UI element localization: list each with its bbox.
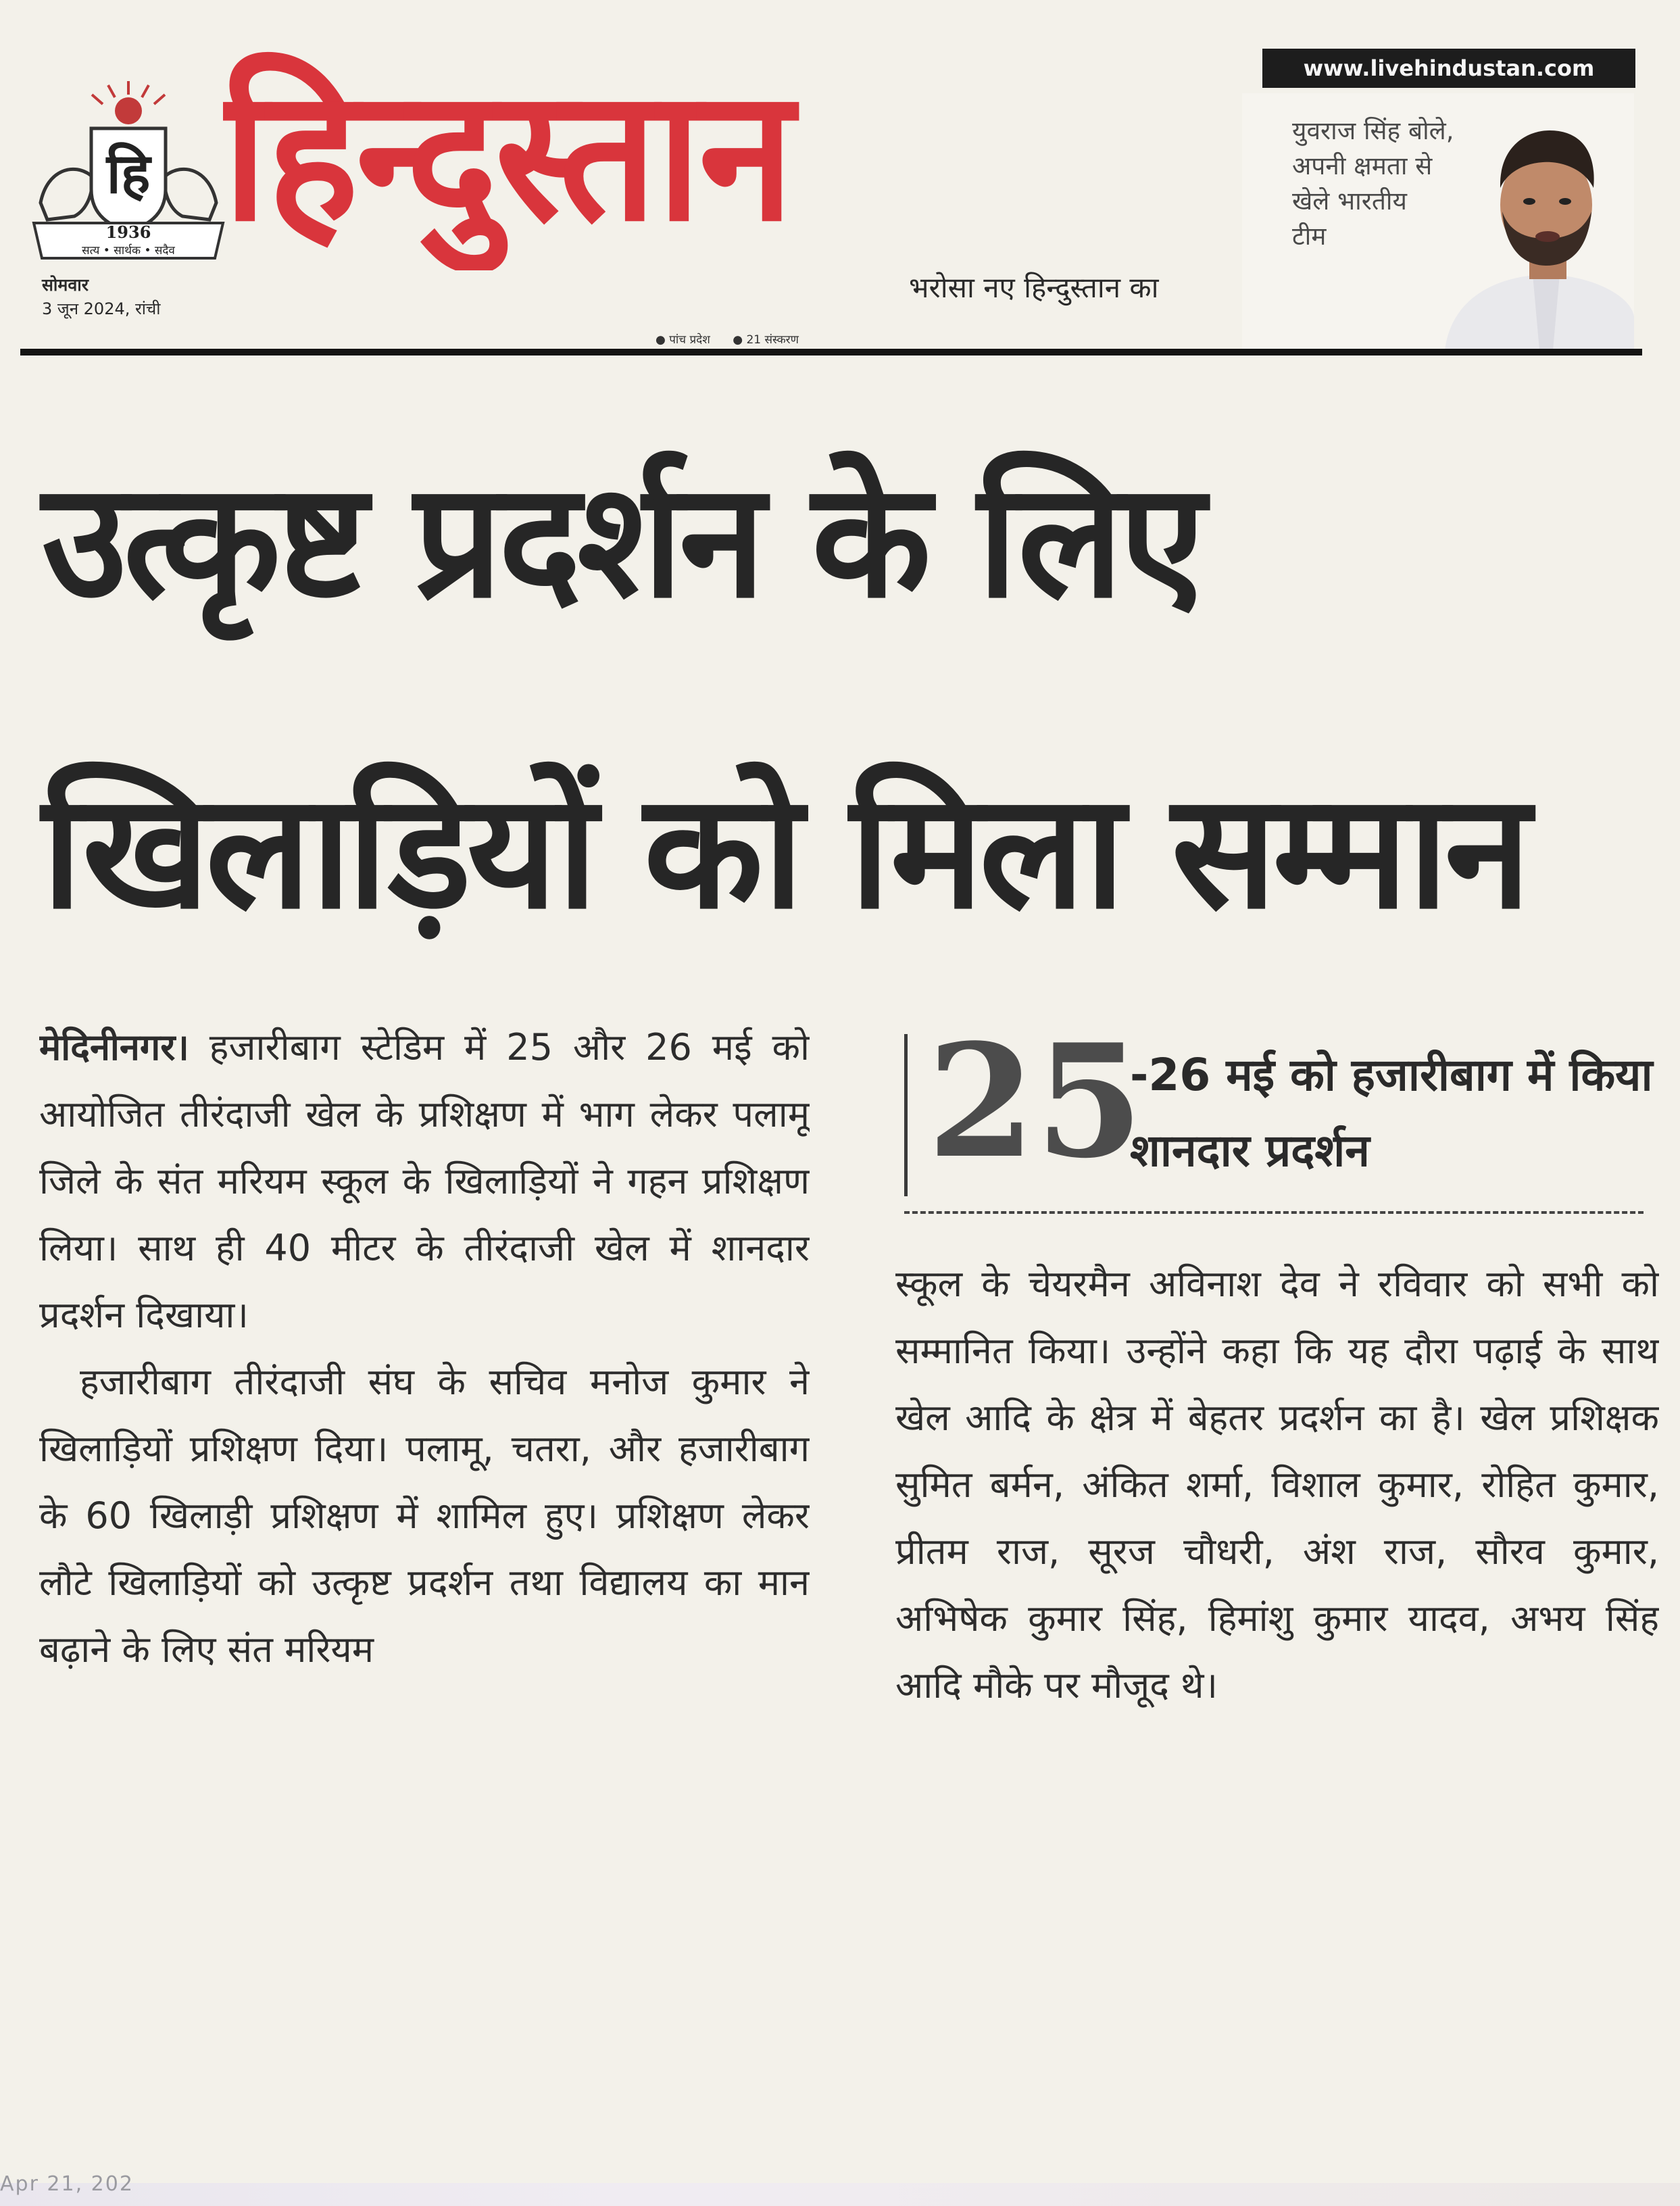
pullquote-bar bbox=[904, 1034, 908, 1196]
headline-line-2: खिलाड़ियों को मिला सम्मान bbox=[42, 760, 1527, 944]
emblem-motto: सत्य • सार्थक • सदैव bbox=[82, 244, 175, 258]
emblem-year: 1936 bbox=[105, 222, 151, 242]
issue-date: 3 जून 2024, रांची bbox=[42, 299, 161, 318]
emblem-glyph: हि bbox=[106, 142, 151, 206]
newspaper-title: हिन्दुस्तान bbox=[223, 49, 792, 262]
edition-states: ● पांच प्रदेश bbox=[656, 333, 710, 347]
pullquote-number: 25 bbox=[927, 1010, 1144, 1193]
headline-line-1: उत्कृष्ट प्रदर्शन के लिए bbox=[42, 449, 1202, 633]
masthead-divider bbox=[20, 349, 1642, 356]
article-column-left bbox=[39, 1014, 810, 2183]
issue-day: सोमवार bbox=[42, 275, 89, 295]
promo-headline[interactable]: युवराज सिंह बोले, अपनी क्षमता से खेले भारतीय टीम bbox=[1292, 116, 1454, 251]
photo-date-stamp: Apr 21, 202 bbox=[0, 2172, 134, 2196]
pullquote-rule bbox=[904, 1208, 1644, 1214]
dateline: मेदिनीनगर। bbox=[39, 1026, 189, 1069]
photo-bottom-edge bbox=[0, 2183, 1680, 2206]
edition-count: ● 21 संस्करण bbox=[733, 333, 799, 347]
website-url[interactable]: www.livehindustan.com bbox=[1262, 49, 1635, 88]
article-paragraph-3: स्कूल के चेयरमैन अविनाश देव ने रविवार को सभी को सम्मानित किया। उन्होंने कहा कि यह दौरा पढ़ाई के साथ खेल आदि के क्षेत्र में बेहतर प्रदर्शन का है। खेल प्रशिक्षक सुमित बर्मन, अंकित शर्मा, विशाल कुमार, रोहित कुमार, प्रीतम राज, सूरज चौधरी, अंश राज, सौरव कुमार, अभिषेक कुमार सिंह, हिमांशु कुमार यादव, अभय सिंह आदि मौके पर मौजूद थे। bbox=[895, 1263, 1659, 1707]
article-paragraph-1: मेदिनीनगर। हजारीबाग स्टेडिम में 25 और 26 मई को आयोजित तीरंदाजी खेल के प्रशिक्षण में भाग लेकर पलामू जिले के संत मरियम स्कूल के खिलाड़ियों ने गहन प्रशिक्षण लिया। साथ ही 40 मीटर के तीरंदाजी खेल में शानदार प्रदर्शन दिखाया। bbox=[39, 1026, 810, 1336]
edition-info bbox=[656, 331, 818, 347]
article-column-right bbox=[895, 1250, 1659, 2183]
hindustan-emblem-logo bbox=[27, 81, 230, 264]
newspaper-tagline: भरोसा नए हिन्दुस्तान का bbox=[909, 271, 1159, 304]
article-paragraph-2: हजारीबाग तीरंदाजी संघ के सचिव मनोज कुमार ने खिलाड़ियों प्रशिक्षण दिया। पलामू, चतरा, और हजारीबाग के 60 खिलाड़ी प्रशिक्षण में शामिल हुए। प्रशिक्षण लेकर लौटे खिलाड़ियों को उत्कृष्ट प्रदर्शन तथा विद्यालय का मान बढ़ाने के लिए संत मरियम bbox=[39, 1361, 810, 1671]
pullquote-text: -26 मई को हजारीबाग में किया शानदार प्रदर्शन bbox=[1130, 1049, 1653, 1177]
